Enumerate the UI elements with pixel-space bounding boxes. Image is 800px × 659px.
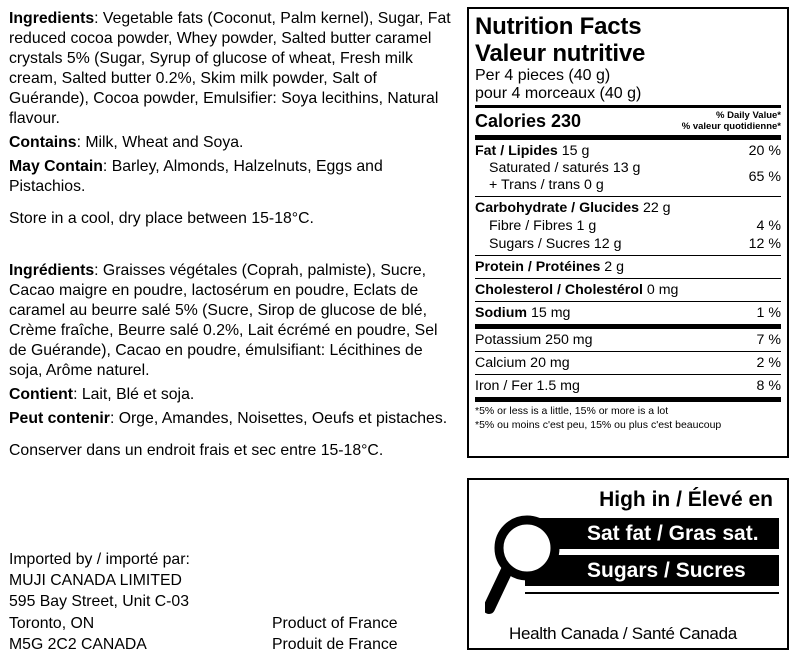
health-canada-source: Health Canada / Santé Canada (509, 624, 737, 643)
may-contain-en: May Contain: Barley, Almonds, Halzelnuts, Eggs and Pistachios. (9, 158, 383, 195)
fat-row: Fat / Lipides 15 g 20 % (475, 143, 781, 159)
sodium-row: Sodium 15 mg 1 % (475, 305, 781, 321)
calcium-row: Calcium 20 mg 2 % (475, 355, 781, 371)
ingredients-panel (9, 9, 459, 465)
sat-trans-row: Saturated / saturés 13 g + Trans / trans 0 g 65 % (489, 160, 781, 193)
serving-size-fr: pour 4 morceaux (40 g) (475, 85, 642, 102)
nutrition-facts-table (467, 7, 789, 458)
high-in-heading: High in / Élevé en (599, 488, 773, 511)
daily-value-header: % Daily Value* % valeur quotidienne* (681, 110, 781, 132)
country-of-origin: Product of France Produit de France (272, 615, 398, 654)
magnifying-glass-icon (485, 510, 575, 625)
protein-row: Protein / Protéines 2 g (475, 259, 625, 275)
storage-fr: Conserver dans un endroit frais et sec entre 15-18°C. (9, 442, 384, 459)
sat-fat-bar: Sat fat / Gras sat. (525, 518, 779, 549)
ingredients-fr: Ingrédients: Graisses végétales (Coprah, palmiste), Sucre, Cacao maigre en poudre, lactosérum en poudre, Eclats de caramel au beurre salé 5% (Sucre, Sirop de glucose de blé, Crème fraîche, Beurre salé 0.2%, Lait écrémé en poudre, Sel de Guérande), Cacao en poudre, émulsifiant: Lécithines de soja, Arôme naturel. (9, 262, 438, 379)
contains-en: Contains: Milk, Wheat and Soya. (9, 134, 244, 151)
calories-row (475, 108, 781, 135)
fibre-row: Fibre / Fibres 1 g 4 % (489, 218, 781, 234)
storage-en: Store in a cool, dry place between 15-18°C. (9, 210, 314, 227)
potassium-row: Potassium 250 mg 7 % (475, 332, 781, 348)
sugars-bar: Sugars / Sucres (525, 555, 779, 586)
carbohydrate-row: Carbohydrate / Glucides 22 g (475, 200, 671, 216)
serving-size-en: Per 4 pieces (40 g) (475, 67, 611, 84)
sugars-row: Sugars / Sucres 12 g 12 % (489, 236, 781, 252)
ingredients-en: Ingredients: Vegetable fats (Coconut, Palm kernel), Sugar, Fat reduced cocoa powder, Whey powder, Salted butter caramel crystals 5% (Sugar, Syrup of glucose of wheat, Fresh milk cream, Salted butter 0.2%, Skim milk powder, Salt of Guérande), Cocoa powder, Emulsifier: Soya lecithins, Natural flavour. (9, 10, 451, 127)
daily-value-footnote: *5% or less is a little, 15% or more is a lot *5% ou moins c'est peu, 15% ou plus c'est beaucoup (475, 405, 722, 431)
nutrition-title-fr: Valeur nutritive (475, 40, 646, 67)
may-contain-fr: Peut contenir: Orge, Amandes, Noisettes, Oeufs et pistaches. (9, 410, 448, 427)
front-of-package-label (467, 478, 789, 650)
cholesterol-row: Cholesterol / Cholestérol 0 mg (475, 282, 679, 298)
iron-row: Iron / Fer 1.5 mg 8 % (475, 378, 781, 394)
calories: Calories 230 (475, 111, 582, 131)
contains-fr: Contient: Lait, Blé et soja. (9, 386, 195, 403)
importer-address: Imported by / importé par: MUJI CANADA LIMITED 595 Bay Street, Unit C-03 Toronto, ON M5G 2C2 CANADA (9, 551, 190, 653)
nutrition-title-en: Nutrition Facts (475, 13, 642, 40)
